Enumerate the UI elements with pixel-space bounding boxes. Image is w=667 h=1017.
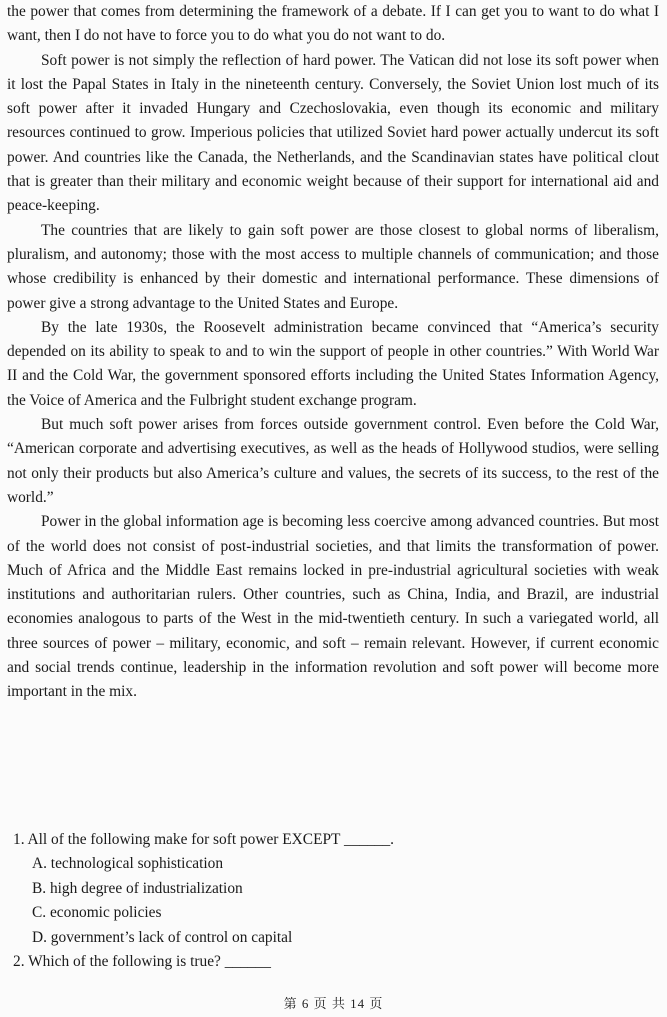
- question-1-stem: 1. All of the following make for soft power EXCEPT ______.: [13, 831, 395, 848]
- page-number-footer: 第 6 页 共 14 页: [283, 996, 384, 1011]
- question-1-option-d: D. government’s lack of control on capital: [32, 928, 293, 946]
- question-section: [13, 828, 659, 974]
- question-1-option-b: B. high degree of industrialization: [32, 879, 243, 897]
- question-1-option-a: A. technological sophistication: [32, 855, 224, 873]
- question-2-stem: 2. Which of the following is true? ______: [13, 953, 271, 971]
- passage-paragraph-3: The countries that are likely to gain soft power are those closest to global norms of liberalism, pluralism, and autonomy; those with the most access to multiple channels of communication; and those whose credibility is enhanced by their domestic and international performance. These dimensions of power give a strong advantage to the United States and Europe.: [7, 221, 659, 312]
- passage-paragraph-5: But much soft power arises from forces outside government control. Even before the Cold War, “American corporate and advertising executives, as well as the heads of Hollywood studios, were selling not only their products but also America’s culture and values, the secrets of its success, to the rest of the world.”: [7, 416, 659, 506]
- passage-paragraph-2: Soft power is not simply the reflection of hard power. The Vatican did not lose its soft power when it lost the Papal States in Italy in the nineteenth century. Conversely, the Soviet Union lost much of its soft power after it invaded Hungary and Czechoslovakia, even though its economic and military resources continued to grow. Imperious policies that utilized Soviet hard power actually undercut its soft power. And countries like the Canada, the Netherlands, and the Scandinavian states have political clout that is greater than their military and economic weight because of their support for international aid and peace-keeping.: [7, 51, 659, 215]
- passage-paragraph-4: By the late 1930s, the Roosevelt administration became convinced that “America’s security depended on its ability to speak to and to win the support of people in other countries.” With World War II and the Cold War, the government sponsored efforts including the United States Information Agency, the Voice of America and the Fulbright student exchange program.: [7, 318, 659, 409]
- question-1-option-c: C. economic policies: [32, 904, 162, 922]
- passage-paragraph-1: the power that comes from determining the framework of a debate. If I can get you to want to do what I want, then I do not have to force you to do what you do not want to do.: [7, 3, 659, 45]
- reading-passage: [7, 0, 659, 705]
- passage-paragraph-6: Power in the global information age is becoming less coercive among advanced countries. But most of the world does not consist of post-industrial societies, and that limits the transformation of power. Much of Africa and the Middle East remains locked in pre-industrial agricultural societies with weak institutions and authoritarian rulers. Other countries, such as China, India, and Brazil, are industrial economies analogous to parts of the West in the mid-twentieth century. In such a variegated world, all three sources of power – military, economic, and soft – remain relevant. However, if current economic and social trends continue, leadership in the information revolution and soft power will become more important in the mix.: [7, 513, 659, 701]
